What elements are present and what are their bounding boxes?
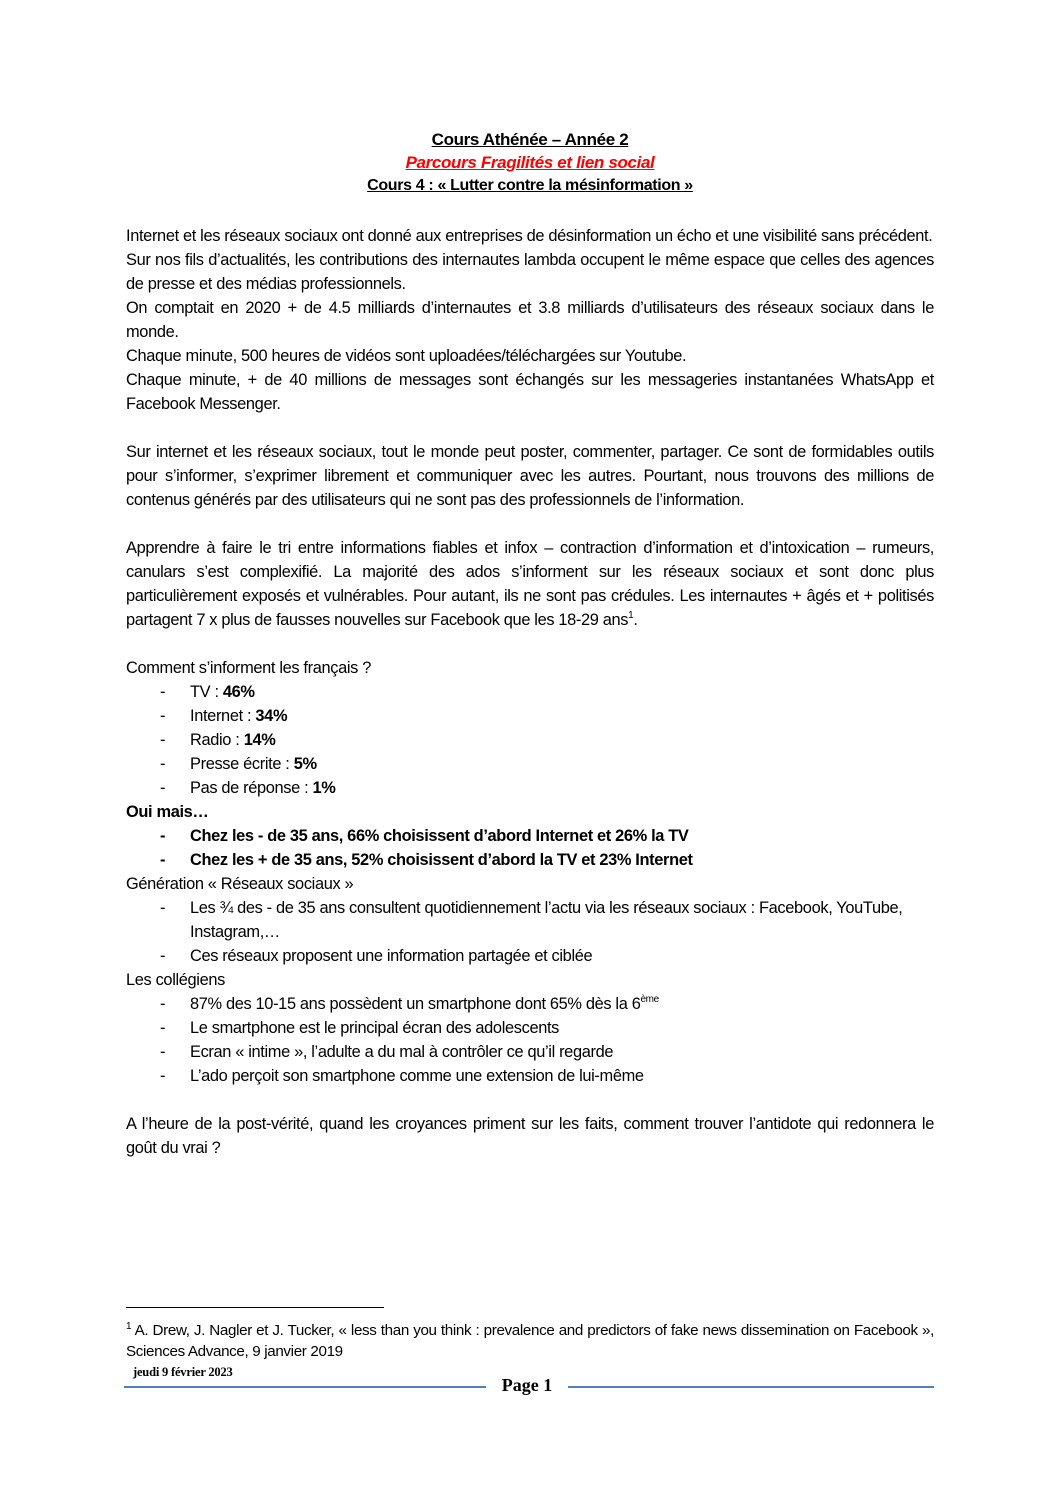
list-item	[126, 704, 934, 728]
generation-list	[126, 896, 934, 968]
dash-bullet: -	[160, 827, 166, 845]
superscript: ème	[640, 994, 659, 1005]
list-item	[126, 896, 934, 944]
source-label: Internet :	[190, 707, 256, 725]
course-title: Cours 4 : « Lutter contre la mésinformation »	[367, 177, 693, 194]
document-subtitle: Parcours Fragilités et lien social	[405, 153, 655, 172]
list-item	[126, 776, 934, 800]
conclusion-paragraph: A l’heure de la post-vérité, quand les croyances priment sur les faits, comment trouver l’antidote qui redonnera le goût du vrai ?	[126, 1115, 934, 1157]
footnote-separator	[126, 1307, 384, 1308]
footnote-text: A. Drew, J. Nagler et J. Tucker, « less than you think : prevalence and predictors of fake news dissemination on Facebook », Sciences Advance, 9 janvier 2019	[126, 1322, 934, 1360]
intro-line: Chaque minute, 500 heures de vidéos sont uploadées/téléchargées sur Youtube.	[126, 347, 687, 365]
list-item	[126, 992, 934, 1016]
footer-rule-right	[568, 1386, 934, 1388]
list-item	[126, 824, 934, 848]
dash-bullet: -	[160, 995, 166, 1013]
page-number: Page 1	[501, 1375, 553, 1395]
dash-bullet: -	[160, 851, 166, 869]
dash-bullet: -	[160, 731, 166, 749]
intro-line: Internet et les réseaux sociaux ont donné aux entreprises de désinformation un écho et une visibilité sans précédent.	[126, 227, 933, 245]
list-item-text: 87% des 10-15 ans possèdent un smartphone dont 65% dès la 6	[190, 995, 641, 1013]
collegiens-heading: Les collégiens	[126, 971, 225, 989]
source-value: 34%	[255, 707, 288, 725]
list-item	[126, 1040, 934, 1064]
dash-bullet: -	[160, 755, 166, 773]
dash-bullet: -	[160, 899, 166, 917]
paragraph-infox	[126, 536, 934, 632]
list-item-text: Ecran « intime », l’adulte a du mal à contrôler ce qu’il regarde	[190, 1043, 614, 1061]
paragraph-infox-end: .	[633, 611, 638, 629]
sources-list	[126, 680, 934, 800]
intro-line: Sur nos fils d’actualités, les contributions des internautes lambda occupent le même espace que celles des agences de presse et des médias professionnels.	[126, 251, 934, 293]
list-item-text: Ces réseaux proposent une information partagée et ciblée	[190, 947, 593, 965]
intro-line: On comptait en 2020 + de 4.5 milliards d’internautes et 3.8 milliards d’utilisateurs des réseaux sociaux dans le monde.	[126, 299, 934, 341]
source-value: 14%	[243, 731, 276, 749]
sources-heading: Comment s’informent les français ?	[126, 659, 371, 677]
paragraph-social-networks: Sur internet et les réseaux sociaux, tout le monde peut poster, commenter, partager. Ce sont de formidables outils pour s’informer, s’exprimer librement et communiquer avec les autres. Pourtant, nous trouvons des millions de contenus générés par des utilisateurs qui ne sont pas des professionnels de l’information.	[126, 443, 934, 509]
source-value: 46%	[222, 683, 255, 701]
title-block	[126, 128, 934, 197]
source-label: Pas de réponse :	[190, 779, 313, 797]
dash-bullet: -	[160, 779, 166, 797]
dash-bullet: -	[160, 707, 166, 725]
document-title: Cours Athénée – Année 2	[431, 130, 629, 149]
source-label: TV :	[190, 683, 223, 701]
oui-mais-list	[126, 824, 934, 872]
collegiens-section	[126, 968, 934, 1088]
dash-bullet: -	[160, 1043, 166, 1061]
list-item	[126, 680, 934, 704]
footer-rule-left	[124, 1386, 486, 1388]
source-value: 1%	[312, 779, 336, 797]
list-item	[126, 1064, 934, 1088]
paragraph-infox-text: Apprendre à faire le tri entre informations fiables et infox – contraction d’information et d’intoxication – rumeurs, canulars s’est complexifié. La majorité des ados s’informent sur les réseaux sociaux et sont donc plus particulièrement exposés et vulnérables. Pour autant, ils ne sont pas crédules. Les internautes + âgés et + politisés partagent 7 x plus de fausses nouvelles sur Facebook que les 18-29 ans	[126, 539, 934, 629]
dash-bullet: -	[160, 683, 166, 701]
source-value: 5%	[293, 755, 317, 773]
footnote	[126, 1320, 934, 1362]
collegiens-list	[126, 992, 934, 1088]
list-item-text: Chez les - de 35 ans, 66% choisissent d’abord Internet et 26% la TV	[190, 827, 689, 845]
dash-bullet: -	[160, 1067, 166, 1085]
sources-section	[126, 656, 934, 800]
list-item-text: Les ¾ des - de 35 ans consultent quotidiennement l’actu via les réseaux sociaux : Facebook, YouTube, Instagram,…	[190, 899, 903, 941]
list-item	[126, 752, 934, 776]
source-label: Radio :	[190, 731, 244, 749]
footer-date: jeudi 9 février 2023	[133, 1365, 233, 1379]
oui-mais-section	[126, 800, 934, 872]
generation-heading: Génération « Réseaux sociaux »	[126, 875, 354, 893]
footnote-number: 1	[126, 1321, 132, 1332]
intro-line: Chaque minute, + de 40 millions de messages sont échangés sur les messageries instantanées WhatsApp et Facebook Messenger.	[126, 371, 934, 413]
footnote-ref[interactable]: 1	[628, 610, 634, 621]
list-item	[126, 728, 934, 752]
list-item-text: Chez les + de 35 ans, 52% choisissent d’abord la TV et 23% Internet	[190, 851, 693, 869]
generation-section	[126, 872, 934, 968]
list-item	[126, 1016, 934, 1040]
source-label: Presse écrite :	[190, 755, 294, 773]
document-page	[126, 128, 934, 1160]
list-item-text: Le smartphone est le principal écran des adolescents	[190, 1019, 560, 1037]
dash-bullet: -	[160, 1019, 166, 1037]
dash-bullet: -	[160, 947, 166, 965]
list-item	[126, 848, 934, 872]
intro-section	[126, 224, 934, 416]
oui-mais-heading: Oui mais…	[126, 803, 209, 821]
list-item-text: L’ado perçoit son smartphone comme une extension de lui-même	[190, 1067, 644, 1085]
list-item	[126, 944, 934, 968]
